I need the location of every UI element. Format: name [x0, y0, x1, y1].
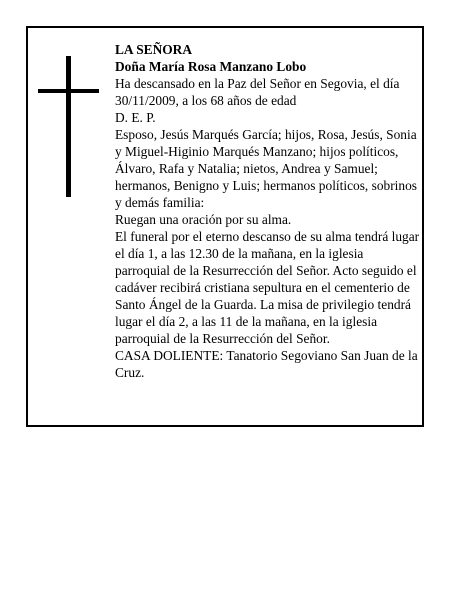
obituary-notice — [26, 26, 424, 427]
prayer-request: Ruegan una oración por su alma. — [115, 212, 292, 227]
deceased-name: Doña María Rosa Manzano Lobo — [115, 59, 307, 74]
obituary-heading: LA SEÑORA — [115, 42, 193, 57]
obituary-text — [115, 41, 421, 381]
cross-horizontal-bar — [38, 89, 99, 93]
family-members: Esposo, Jesús Marqués García; hijos, Rosa, Jesús, Sonia y Miguel-Higinio Marqués Manzano; hijos políticos, Álvaro, Rafa y Natalia; nietos, Andrea y Samuel; hermanos, Benigno y Luis; hermanos políticos, sobrinos y demás familia: — [115, 127, 418, 210]
cross-icon — [38, 56, 99, 197]
funeral-details: El funeral por el eterno descanso de su alma tendrá lugar el día 1, a las 12.30 de la mañana, en la iglesia parroquial de la Resurrección del Señor. Acto seguido el cadáver recibirá cristiana sepultura en el cementerio de Santo Ángel de la Guarda. La misa de privilegio tendrá lugar el día 2, a las 11 de la mañana, en la iglesia parroquial de la Resurrección del Señor. — [115, 229, 420, 346]
cross-vertical-bar — [66, 56, 71, 197]
rest-in-peace: D. E. P. — [115, 110, 156, 125]
death-announcement: Ha descansado en la Paz del Señor en Segovia, el día 30/11/2009, a los 68 años de edad — [115, 76, 400, 108]
mourning-house: CASA DOLIENTE: Tanatorio Segoviano San Juan de la Cruz. — [115, 348, 418, 380]
